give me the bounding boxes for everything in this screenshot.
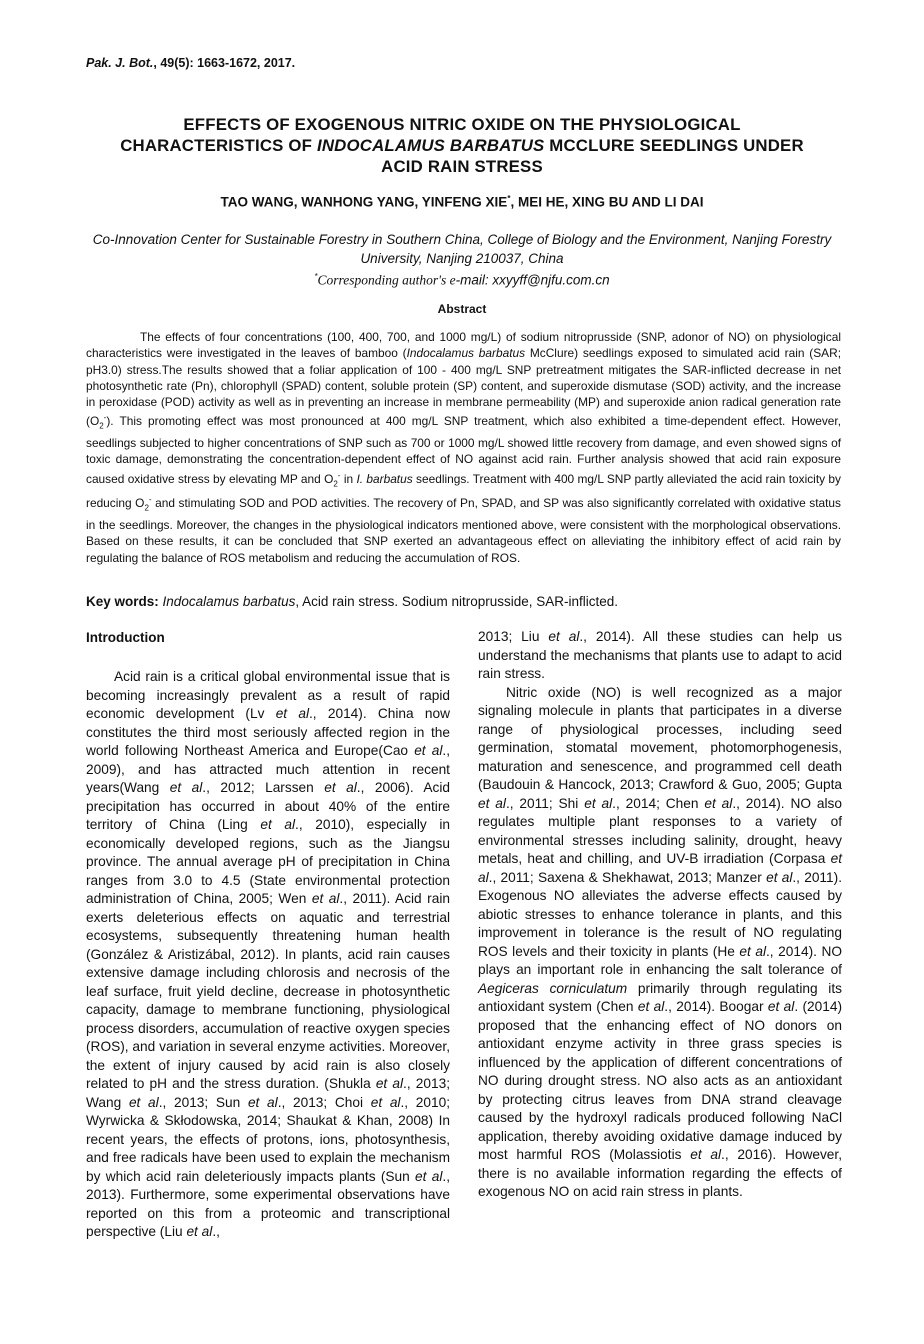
corr-label: Corresponding author's e	[317, 272, 456, 288]
paper-title	[100, 114, 824, 177]
text-run: ., 2011). Exogenous NO alleviates the adverse effects caused by abiotic stresses to enhance tolerance in plants, and this improvement in tolerance is the result of NO regulating ROS levels and their toxicity in plants (He	[478, 869, 843, 959]
text-run: ., 2014). All these studies can help us understand the mechanisms that plants use to adapt to acid rain stress.	[478, 629, 842, 681]
abstract-text: and stimulating SOD and POD activities. The recovery of Pn, SPAD, and SP was also significantly correlated with oxidative status in the seedlings. Moreover, the changes in the physiological indicators mentioned above, were consistent with the morphological observations. Based on these results, it can be concluded that SNP exerted an advantageous effect on alleviating the inhibitory effect of acid rain by regulating the balance of ROS metabolism and reducing the accumulation of ROS.	[86, 496, 841, 565]
o2-superscript: -	[148, 495, 152, 505]
text-run: ., 2013; Sun	[158, 1094, 248, 1110]
text-run: .,	[212, 1224, 220, 1239]
journal-name: Pak. J. Bot.	[86, 56, 154, 70]
italic-term: et al	[767, 999, 795, 1014]
keywords-rest: , Acid rain stress. Sodium nitroprusside, SAR-inflicted.	[295, 594, 619, 609]
o2-superscript: -	[337, 470, 341, 480]
italic-term: et al	[247, 1094, 278, 1110]
abstract-text: The effects of four concentrations (100, 400, 700, and 1000 mg/L) of sodium nitroprusside (SNP, adonor of NO) on physiological characteristics were investigated in the leaves of bamboo (	[86, 330, 841, 361]
corr-email[interactable]: -mail: xxyyff@njfu.com.cn	[455, 272, 610, 288]
journal-citation	[86, 56, 295, 70]
text-run: . (2014) proposed that the enhancing effect of NO donors on antioxidant enzyme activity in three grass species is influenced by the application of different concentrations of NO during drought stress. NO also acts as an antioxidant by protecting citrus leaves from DNA strand cleavage caused by the hydroxyl radicals produced following NaCl application, thereby avoiding oxidative damage induced by most harmful ROS (Molassiotis	[478, 999, 843, 1162]
text-run: ., 2011). Acid rain exerts deleterious effects on aquatic and terrestrial ecosystems, subsequently threatening human health (González & Aristizábal, 2012). In plants, acid rain causes extensive damage including chlorosis and necrosis of the leaf surface, fruit yield decline, decrease in photosynthetic capacity, damage to membrane functioning, physiological process disorders, accumulation of reactive oxygen species (ROS), and variation in several enzyme activities. Moreover, the extent of injury caused by acid rain is also closely related to pH and the stress duration. (Shukla	[86, 891, 450, 1091]
text-run: ., 2014). NO also regulates multiple plant responses to a variety of environmental stresses including salinity, drought, heavy metals, heat and chilling, and UV-B irradiation (Corpasa	[478, 795, 842, 866]
text-run: ., 2010; Wyrwicka & Skłodowska, 2014; Shaukat & Khan, 2008) In recent years, the effects of protons, ions, photosynthesis, and free radicals have been used to explain the mechanism by which acid rain deleteriously impacts plants (Sun	[86, 1094, 451, 1184]
corresponding-mark: *	[507, 194, 511, 203]
italic-term: et al	[548, 629, 580, 644]
text-run: ., 2006). Acid precipitation has occurred in about 40% of the entire territory of China (Ling	[86, 780, 451, 832]
abstract-species: Indocalamus barbatus	[406, 346, 526, 361]
italic-term: et al	[324, 780, 357, 795]
left-column	[86, 628, 450, 1242]
italic-term: et al	[478, 851, 842, 885]
text-run: ., 2013; Wang	[86, 1076, 450, 1110]
authors-before: TAO WANG, WANHONG YANG, YINFENG XIE	[220, 194, 508, 210]
journal-volume: , 49(5): 1663-1672, 2017.	[153, 56, 296, 70]
text-run: ., 2011; Shi	[505, 795, 585, 811]
text-run: Acid rain is a critical global environmental issue that is becoming increasingly prevalent as a result of rapid economic development (Lv	[86, 669, 450, 721]
o2-subscript: 2	[99, 421, 104, 431]
authors-after: , MEI HE, XING BU AND LI DAI	[510, 194, 704, 210]
italic-term: Aegiceras corniculatum	[478, 980, 628, 996]
abstract-text: ). This promoting effect was most pronounced at 400 mg/L SNP treatment, which also exhibited a time-dependent effect. However, seedlings subjected to higher concentrations of SNP such as 700 or 1000 mg/L showed little recovery from damage, and even showed signs of toxic damage, demonstrating the concentration-dependent effect of NO against acid rain. Further analysis showed that acid rain exposure caused oxidative stress by elevating MP and O	[86, 414, 841, 486]
title-part1: EFFECTS OF EXOGENOUS NITRIC OXIDE ON THE PHYSIOLOGICAL CHARACTERISTICS OF	[120, 115, 741, 155]
italic-term: et al	[186, 1224, 213, 1239]
text-run: ., 2014). NO plays an important role in enhancing the salt tolerance of	[478, 943, 842, 977]
italic-term: et al	[690, 1147, 722, 1162]
intro-paragraph-1	[86, 668, 450, 1242]
italic-term: et al	[128, 1094, 159, 1110]
italic-term: et al	[415, 1168, 443, 1184]
text-run: ., 2009), and has attracted much attention in recent years(Wang	[86, 743, 450, 795]
intro-paragraph-2	[478, 684, 842, 1202]
o2-subscript: 2	[144, 503, 149, 513]
abstract-text: in	[340, 471, 357, 486]
italic-term: et al	[637, 999, 665, 1014]
italic-term: et al	[766, 869, 793, 885]
italic-term: et al	[704, 795, 733, 811]
title-species: INDOCALAMUS BARBATUS	[317, 136, 545, 155]
right-column	[478, 628, 842, 1202]
text-run: ., 2011; Saxena & Shekhawat, 2013; Manzer	[488, 869, 767, 885]
italic-term: et al	[739, 943, 766, 959]
o2-superscript: -	[103, 413, 107, 423]
italic-term: et al	[478, 795, 506, 811]
text-run: ., 2014). Boogar	[664, 999, 768, 1014]
affiliation	[86, 231, 838, 290]
italic-term: et al	[584, 795, 613, 811]
text-run: ., 2016). However, there is no available information regarding the effects of exogenous NO on acid rain stress in plants.	[478, 1147, 843, 1199]
text-run: ., 2014). China now constitutes the third most seriously affected region in the world following Northeast America and Europe(Cao	[86, 706, 450, 758]
text-run: Nitric oxide (NO) is well recognized as a major signaling molecule in plants that participates in a diverse range of physiological processes, including seed germination, stomatal movement, photomorphogenesis, maturation and senescence, and programmed cell death (Baudouin & Hancock, 2013; Crawford & Guo, 2005; Gupta	[478, 684, 842, 792]
italic-term: et al	[370, 1094, 401, 1110]
text-run: ., 2014; Chen	[612, 795, 705, 811]
italic-term: et al	[169, 780, 203, 795]
italic-term: et al	[275, 706, 309, 721]
abstract-text: seedlings. Treatment with 400 mg/L SNP partly alleviated the acid rain toxicity by reducing O	[86, 471, 841, 511]
italic-term: et al	[311, 891, 340, 906]
intro-paragraph-1-continued	[478, 628, 842, 684]
affiliation-text: Co-Innovation Center for Sustainable Forestry in Southern China, College of Biology and the Environment, Nanjing Forestry University, Nanjing 210037, China	[92, 232, 832, 266]
abstract-heading: Abstract	[437, 302, 487, 316]
keywords	[86, 594, 618, 609]
o2-subscript: 2	[333, 479, 338, 489]
text-run: primarily through regulating its antioxidant system (Chen	[478, 980, 842, 1014]
abstract-body	[86, 329, 841, 566]
keywords-label: Key words:	[86, 594, 159, 609]
text-run: ., 2012; Larssen	[202, 780, 325, 795]
corr-mark: *	[314, 272, 318, 281]
italic-term: et al	[375, 1076, 404, 1091]
keywords-species: Indocalamus barbatus	[162, 594, 296, 609]
introduction-heading: Introduction	[86, 630, 165, 645]
title-part2: MCCLURE SEEDLINGS UNDER ACID RAIN STRESS	[381, 136, 804, 176]
text-run: ., 2010), especially in economically developed regions, such as the Jiangsu province. The annual average pH of precipitation in China ranges from 3.0 to 4.5 (State environmental protection administration of China, 2005; Wen	[86, 817, 450, 906]
text-run: ., 2013). Furthermore, some experimental observations have reported on this from a proteomic and transcriptional perspective (Liu	[86, 1168, 451, 1239]
abstract-species: I. barbatus	[356, 471, 413, 486]
text-run: ., 2013; Choi	[277, 1094, 371, 1110]
italic-term: et al	[414, 743, 443, 758]
abstract-text: McClure) seedlings exposed to simulated acid rain (SAR; pH3.0) stress.The results showed that a foliar application of 100 - 400 mg/L SNP pretreatment mitigates the SAR-inflicted decrease in net photosynthetic rate (Pn), chlorophyll (SPAD) content, soluble protein (SP) content, and superoxide dismutase (SOD) activity, and the increase in peroxidase (POD) activity as well as in preventing an increase in membrane permeability (MP) and superoxide anion radical generation rate (O	[86, 346, 842, 429]
italic-term: et al	[260, 817, 296, 832]
corresponding-author	[86, 268, 838, 290]
text-run: 2013; Liu	[478, 629, 549, 644]
author-list	[100, 194, 824, 210]
